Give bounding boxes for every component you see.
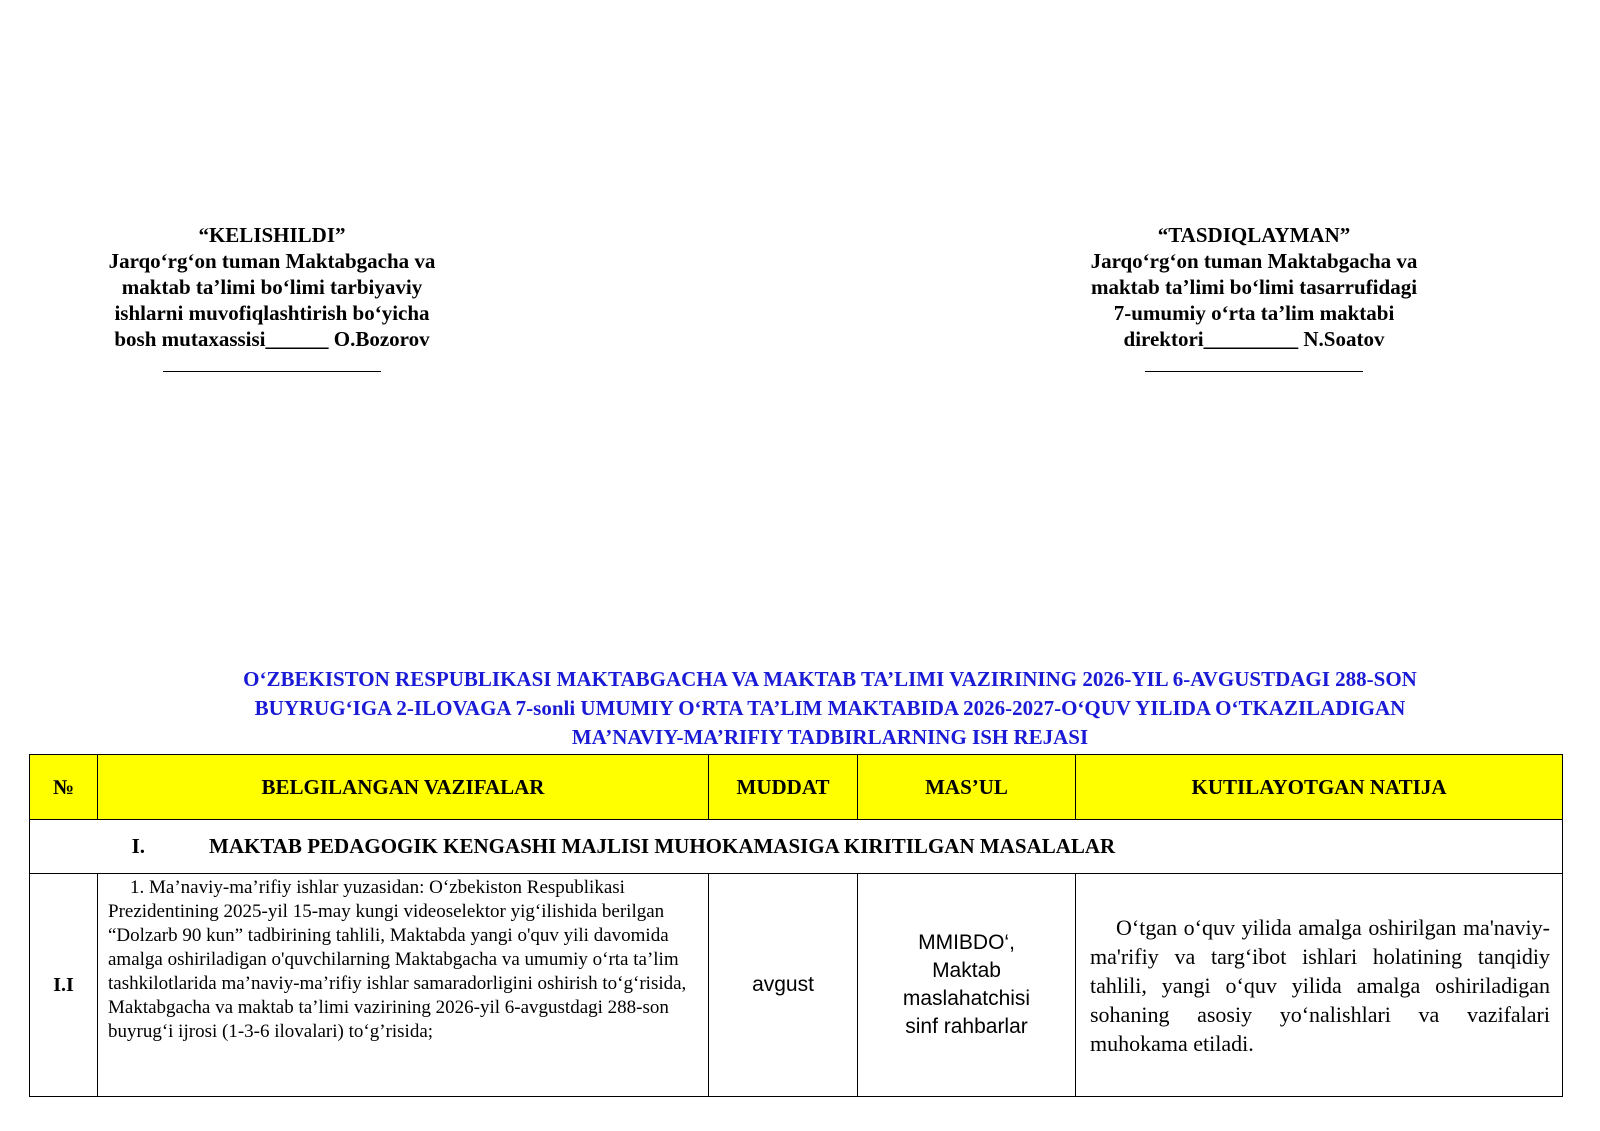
responsible-line: Maktab [932, 959, 1001, 982]
approval-line: maktab ta’limi bo‘limi tasarrufidagi [1090, 275, 1418, 299]
approval-signature-line: bosh mutaxassisi______ O.Bozorov [114, 327, 430, 351]
work-plan-table [29, 754, 1563, 1097]
row-result-text: O‘tgan o‘quv yilida amalga oshirilgan ma'naviy-ma'rifiy va targ‘ibot ishlari holatining tanqidiy tahlili, yangi o‘quv yilida amalga oshiriladigan sohaning asosiy yo‘nalishlari va vazifalari muhokama etiladi. [1090, 914, 1550, 1056]
document-title [100, 665, 1560, 752]
approval-line: Jarqo‘rg‘on tuman Maktabgacha va [1090, 249, 1418, 273]
responsible-line: sinf rahbarlar [905, 1015, 1028, 1038]
header-responsible: MAS’UL [858, 755, 1076, 820]
document-title-line: BUYRUG‘IGA 2-ILOVAGA 7-sonli UMUMIY O‘RTA TA’LIM MAKTABIDA 2026-2027-O‘QUV YILIDA O‘TKAZILADIGAN [254, 696, 1406, 720]
document-title-line: MA’NAVIY-MA’RIFIY TADBIRLARNING ISH REJASI [571, 725, 1089, 749]
table-row [30, 874, 1563, 1097]
approval-line: 7-umumiy o‘rta ta’lim maktabi [1113, 301, 1395, 325]
date-underline [163, 357, 381, 372]
approval-line: maktab ta’limi bo‘limi tarbiyaviy [121, 275, 423, 299]
approval-block-approved [1044, 222, 1464, 378]
approval-heading: “KELISHILDI” [198, 223, 346, 247]
header-tasks: BELGILANGAN VAZIFALAR [98, 755, 709, 820]
header-expected-result: KUTILAYOTGAN NATIJA [1076, 755, 1563, 820]
header-number: № [30, 755, 98, 820]
row-deadline: avgust [709, 874, 858, 1097]
section-title: MAKTAB PEDAGOGIK KENGASHI MAJLISI MUHOKAMASIGA KIRITILGAN MASALALAR [209, 834, 1116, 858]
responsible-line: maslahatchisi [902, 987, 1031, 1010]
section-row [30, 820, 1563, 874]
section-number: I. [131, 834, 145, 858]
approval-line: ishlarni muvofiqlashtirish bo‘yicha [114, 301, 430, 325]
row-expected-result [1076, 874, 1563, 1097]
section-cell [30, 820, 1563, 874]
table-header-row [30, 755, 1563, 820]
approval-line: Jarqo‘rg‘on tuman Maktabgacha va [108, 249, 436, 273]
row-task [98, 874, 709, 1097]
approval-signature-line: direktori_________ N.Soatov [1123, 327, 1385, 351]
date-underline [1145, 357, 1363, 372]
row-responsible [858, 874, 1076, 1097]
header-deadline: MUDDAT [709, 755, 858, 820]
approval-heading: “TASDIQLAYMAN” [1157, 223, 1351, 247]
responsible-line: MMIBDO‘, [918, 931, 1015, 954]
row-task-text: 1. Ma’naviy-ma’rifiy ishlar yuzasidan: O‘zbekiston Respublikasi Prezidentining 2025-yil 15-may kungi videoselektor yig‘ilishida berilgan “Dolzarb 90 kun” tadbirining tahlili, Maktabda yangi o'quv yili davomida amalga oshiriladigan o'quvchilarning Maktabgacha va umumiy o‘rta ta’lim tashkilotlarida ma’naviy-ma’rifiy ishlar samaradorligini oshirish to‘g‘risida, Maktabgacha va maktab ta’limi vazirining 2026-yil 6-avgustdagi 288-son buyrug‘i ijrosi (1-3-6 ilovalari) to‘g’risida; [108, 877, 687, 1042]
approval-block-agreed [62, 222, 482, 378]
row-number: I.I [30, 874, 98, 1097]
document-title-line: O‘ZBEKISTON RESPUBLIKASI MAKTABGACHA VA MAKTAB TA’LIMI VAZIRINING 2026-YIL 6-AVGUSTDAGI 288-SON [243, 667, 1417, 691]
